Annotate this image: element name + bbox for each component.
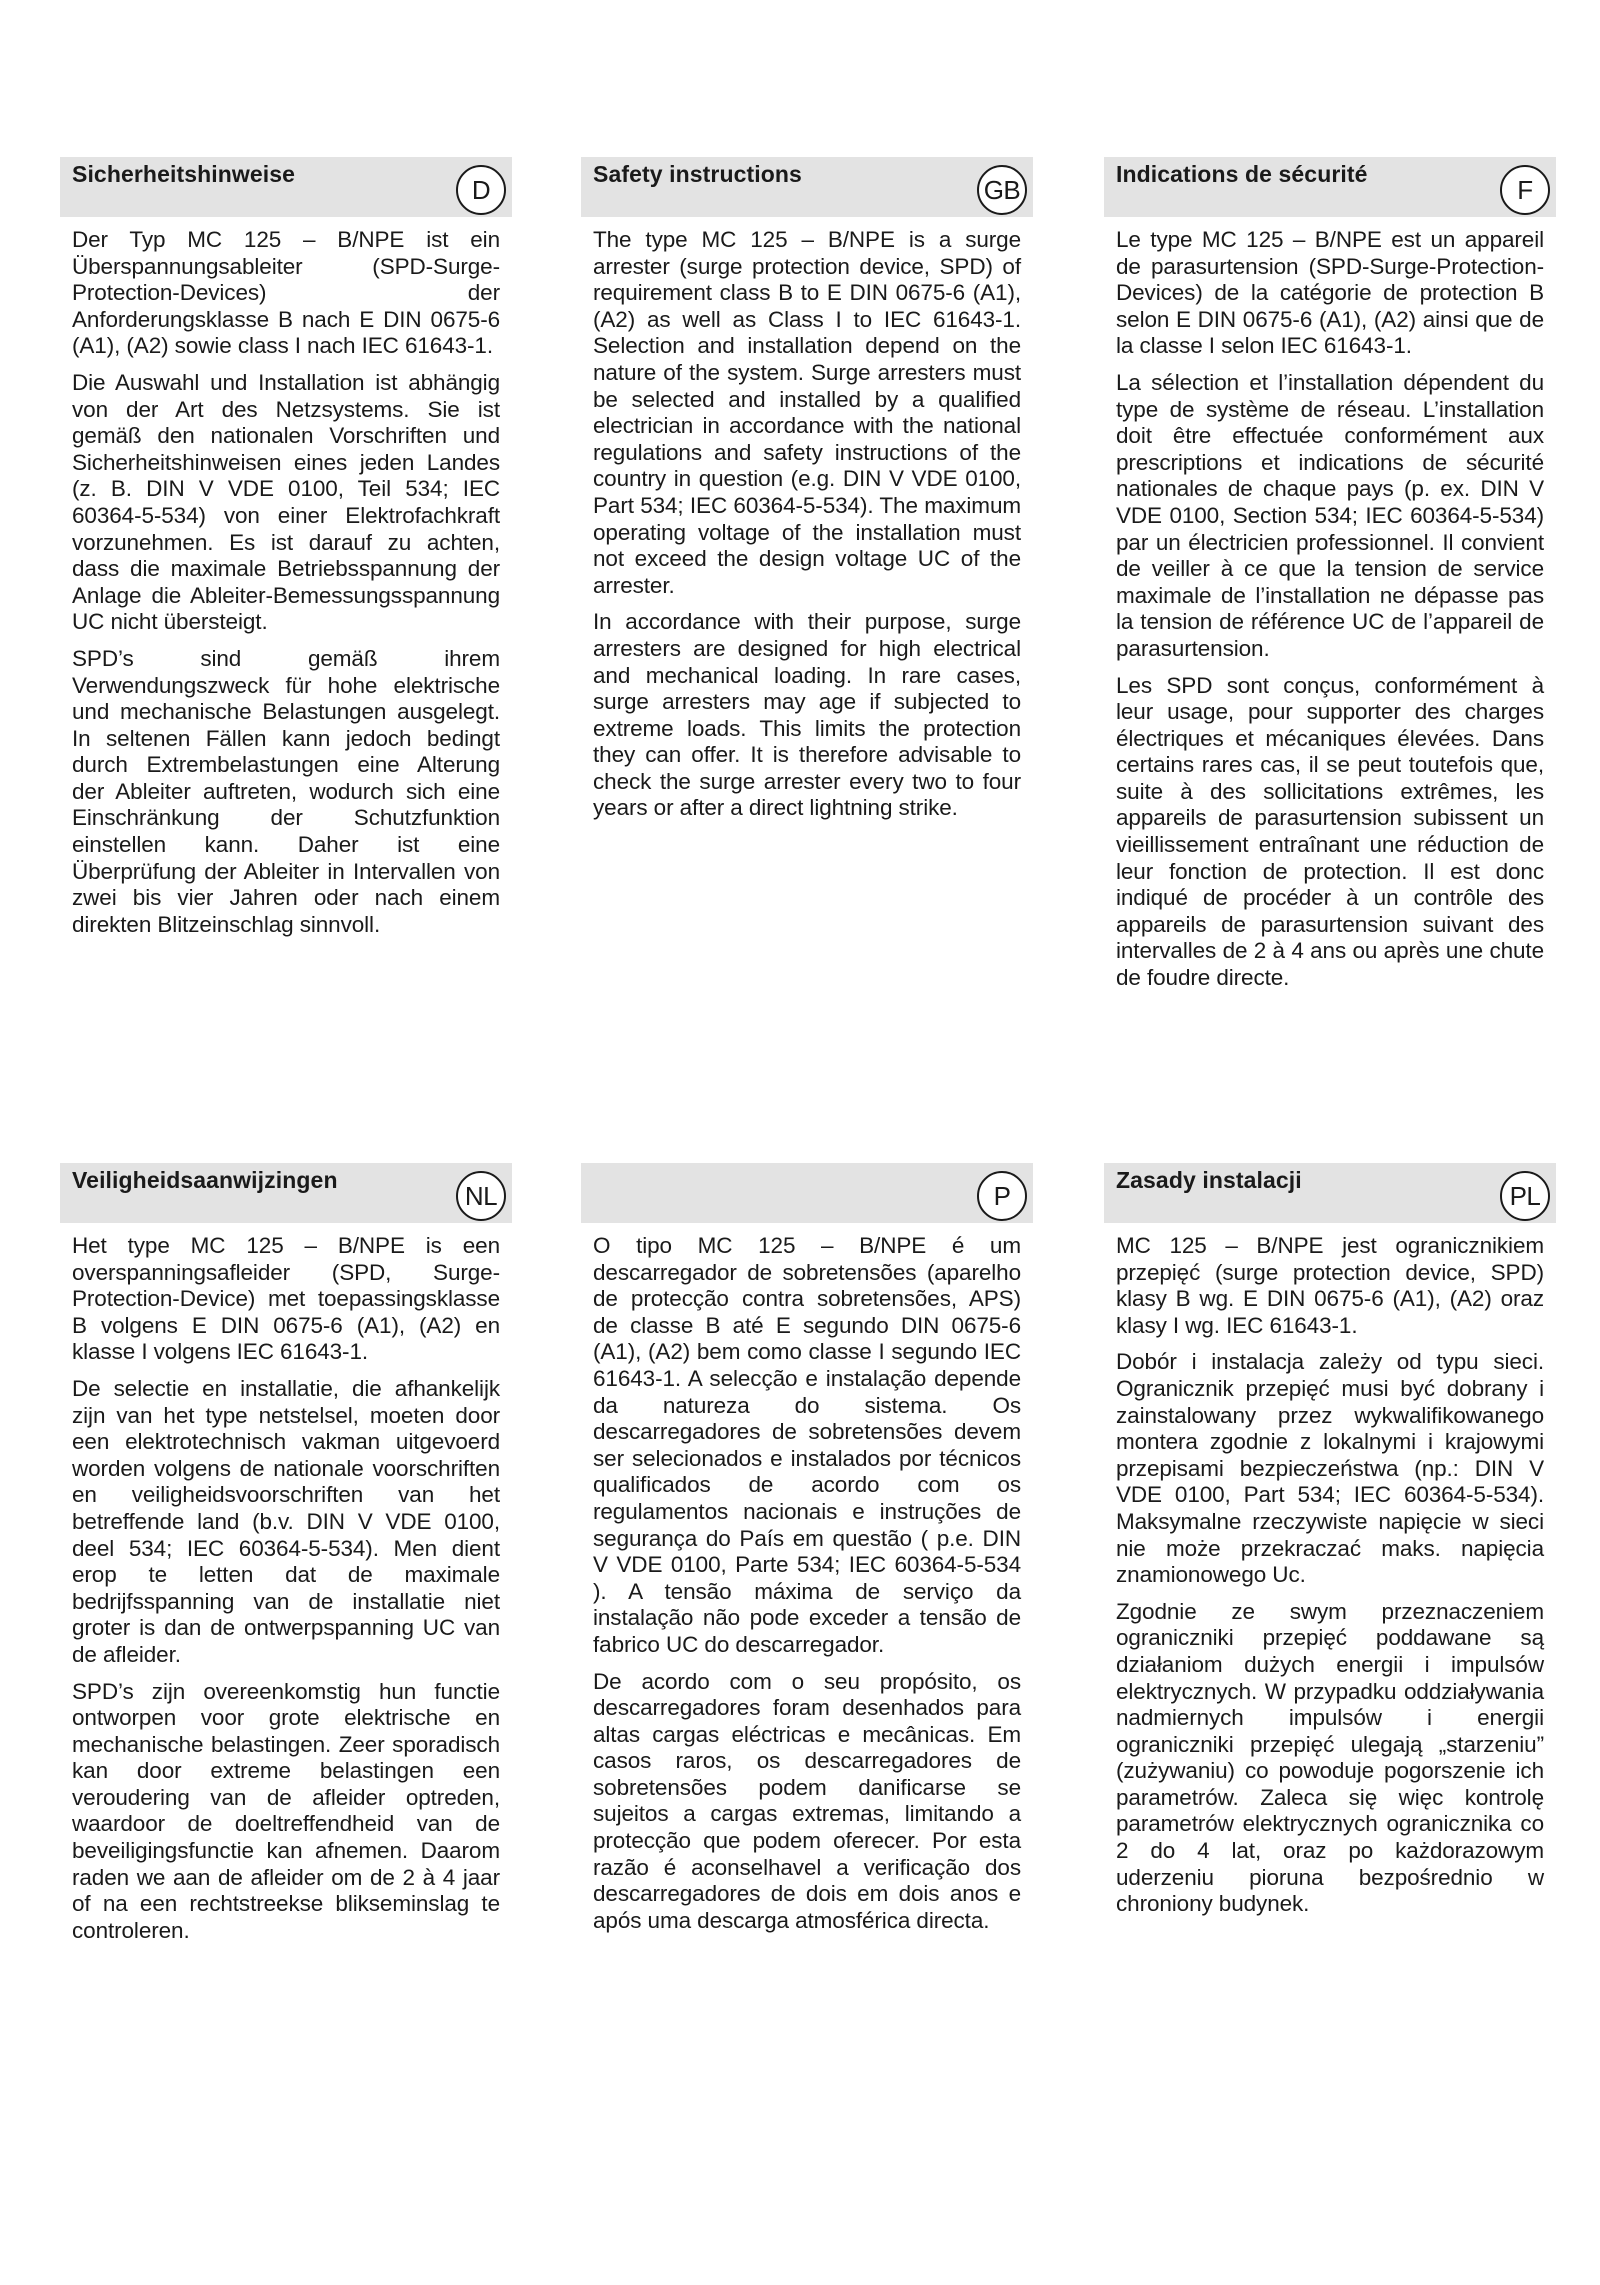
section-title: Indications de sécurité <box>1116 161 1368 187</box>
section-polish <box>1104 1163 1556 1928</box>
paragraph: De selectie en installatie, die afhankelijk zijn van het type netstelsel, moeten door een elektrotechnisch vakman uitgevoerd worden volgens de nationale voorschriften en veiligheidsvoorschriften van het betreffende land (b.v. DIN V VDE 0100, deel 534; IEC 60364-5-534). Men dient erop te letten dat de maximale bedrijfsspanning van de installatie niet groter is dan de ontwerpspanning UC van de afleider. <box>72 1375 500 1667</box>
section-portuguese <box>581 1163 1033 1944</box>
paragraph: Zgodnie ze swym przeznaczeniem ograniczniki przepięć poddawane są działaniom dużych energii i impulsów elektrycznych. W przypadku oddziaływania nadmiernych impulsów i energii ograniczniki przepięć ulegają „starzeniu” (zużywaniu) co powoduje pogorszenie ich parametrów. Zaleca się więc kontrolę parametrów elektrycznych ogranicznika co 2 do 4 lat, oraz po każdorazowym uderzeniu pioruna bezpośrednio w chroniony budynek. <box>1116 1598 1544 1917</box>
section-title: Veiligheidsaanwijzingen <box>72 1167 338 1193</box>
language-badge: D <box>456 165 506 215</box>
paragraph: Het type MC 125 – B/NPE is een overspanningsafleider (SPD, Surge-Protection-Device) met toepassingsklasse B volgens E DIN 0675-6 (A1), (A2) en klasse I volgens IEC 61643-1. <box>72 1233 500 1365</box>
paragraph: De acordo com o seu propósito, os descarregadores foram desenhados para altas cargas eléctricas e mecânicas. Em casos raros, os descarregadores de sobretensões podem danificarse se sujeitos a cargas extremas, limitando a protecção que podem oferecer. Por esta razão é aconselhavel a verificação dos descarregadores de dois em dois anos e após uma descarga atmosférica directa. <box>593 1668 1021 1933</box>
language-badge: GB <box>977 165 1027 215</box>
section-body <box>581 227 1033 822</box>
paragraph: O tipo MC 125 – B/NPE é um descarregador de sobretensões (aparelho de protecção contra sobretensões, APS) de classe B até E segundo DIN 0675-6 (A1), (A2) bem como classe I segundo IEC 61643-1. A selecção e instalação depende da natureza do sistema. Os descarregadores de sobretensões devem ser selecionados e instalados por técnicos qualificados de acordo com os regulamentos nacionais e instruções de segurança do País em questão ( p.e. DIN V VDE 0100, Parte 534; IEC 60364-5-534 ). A tensão máxima de serviço da instalação não pode exceder a tensão de fabrico UC do descarregador. <box>593 1233 1021 1657</box>
paragraph: Les SPD sont conçus, conformément à leur usage, pour supporter des charges électriques et mécaniques élevées. Dans certains rares cas, il se peut toutefois que, suite à des sollicitations extrêmes, les appareils de parasurtension subissent un vieillissement entraînant une réduction de leur fonction de protection. Il est donc indiqué de procéder à un contrôle des appareils de parasurtension suivant des intervalles de 2 à 4 ans ou après une chute de foudre directe. <box>1116 672 1544 991</box>
section-header <box>1104 1163 1556 1223</box>
section-header <box>60 157 512 217</box>
section-german <box>60 157 512 948</box>
section-header <box>581 157 1033 217</box>
section-body <box>581 1233 1033 1934</box>
section-body <box>1104 1233 1556 1918</box>
section-body <box>60 227 512 938</box>
paragraph: The type MC 125 – B/NPE is a surge arrester (surge protection device, SPD) of requirement class B to E DIN 0675-6 (A1), (A2) as well as Class I to IEC 61643-1. Selection and installation depend on the nature of the system. Surge arresters must be selected and installed by a qualified electrician in accordance with the national regulations and safety instructions of the country in question (e.g. DIN V VDE 0100, Part 534; IEC 60364-5-534). The maximum operating voltage of the installation must not exceed the design voltage UC of the arrester. <box>593 227 1021 598</box>
section-body <box>1104 227 1556 992</box>
section-french <box>1104 157 1556 1002</box>
paragraph: MC 125 – B/NPE jest ogranicznikiem przepięć (surge protection device, SPD) klasy B wg. E DIN 0675-6 (A1), (A2) oraz klasy I wg. IEC 61643-1. <box>1116 1233 1544 1338</box>
paragraph: Die Auswahl und Installation ist abhängig von der Art des Netzsystems. Sie ist gemäß den nationalen Vorschriften und Sicherheitshinweisen eines jeden Landes (z. B. DIN V VDE 0100, Teil 534; IEC 60364-5-534) von einer Elektrofachkraft vorzunehmen. Es ist darauf zu achten, dass die maximale Betriebsspannung der Anlage die Ableiter-Bemessungsspannung UC nicht übersteigt. <box>72 369 500 635</box>
section-header <box>581 1163 1033 1223</box>
paragraph: La sélection et l’installation dépendent du type de système de réseau. L’installation doit être effectuée conformément aux prescriptions et indications de sécurité nationales de chaque pays (p. ex. DIN V VDE 0100, Section 534; IEC 60364-5-534) par un électricien professionnel. Il convient de veiller à ce que la tension de service maximale de l’installation ne dépasse pas la tension de référence UC de l’appareil de parasurtension. <box>1116 369 1544 661</box>
section-header <box>1104 157 1556 217</box>
paragraph: SPD’s sind gemäß ihrem Verwendungszweck für hohe elektrische und mechanische Belastungen ausgelegt. In seltenen Fällen kann jedoch bedingt durch Extrembelastungen eine Alterung der Ableiter auftreten, wodurch sich eine Einschränkung der Schutzfunktion einstellen kann. Daher ist eine Überprüfung der Ableiter in Intervallen von zwei bis vier Jahren oder nach einem direkten Blitzeinschlag sinnvoll. <box>72 645 500 937</box>
paragraph: In accordance with their purpose, surge arresters are designed for high electrical and mechanical loading. In rare cases, surge arresters may age if subjected to extreme loads. This limits the protection they can offer. It is therefore advisable to check the surge arrester every two to four years or after a direct lightning strike. <box>593 609 1021 821</box>
section-title: Zasady instalacji <box>1116 1167 1302 1193</box>
section-english <box>581 157 1033 832</box>
section-title: Sicherheitshinweise <box>72 161 296 187</box>
language-badge: NL <box>456 1171 506 1221</box>
paragraph: Le type MC 125 – B/NPE est un appareil de parasurtension (SPD-Surge-Protection-Devices) de la catégorie de protection B selon E DIN 0675-6 (A1), (A2) ainsi que de la classe I selon IEC 61643-1. <box>1116 227 1544 359</box>
language-badge: P <box>977 1171 1027 1221</box>
section-header <box>60 1163 512 1223</box>
section-dutch <box>60 1163 512 1954</box>
section-body <box>60 1233 512 1944</box>
section-title: Safety instructions <box>593 161 802 187</box>
paragraph: Der Typ MC 125 – B/NPE ist ein Überspannungsableiter (SPD-Surge-Protection-Devices) der Anforderungsklasse B nach E DIN 0675-6 (A1), (A2) sowie class I nach IEC 61643-1. <box>72 227 500 359</box>
language-badge: PL <box>1500 1171 1550 1221</box>
paragraph: Dobór i instalacja zależy od typu sieci. Ogranicznik przepięć musi być dobrany i zainstalowany przez wykwalifikowanego montera zgodnie z lokalnymi i krajowymi przepisami bezpieczeństwa (np.: DIN V VDE 0100, Part 534; IEC 60364-5-534). Maksymalne rzeczywiste napięcie w sieci nie może przekraczać maks. napięcia znamionowego Uc. <box>1116 1349 1544 1588</box>
paragraph: SPD’s zijn overeenkomstig hun functie ontworpen voor grote elektrische en mechanische belastingen. Zeer sporadisch kan door extreme belastingen een veroudering van de afleider optreden, waardoor de doeltreffendheid van de beveiligingsfunctie kan afnemen. Daarom raden we aan de afleider om de 2 à 4 jaar of na een rechtstreekse blikseminslag te controleren. <box>72 1678 500 1943</box>
language-badge: F <box>1500 165 1550 215</box>
